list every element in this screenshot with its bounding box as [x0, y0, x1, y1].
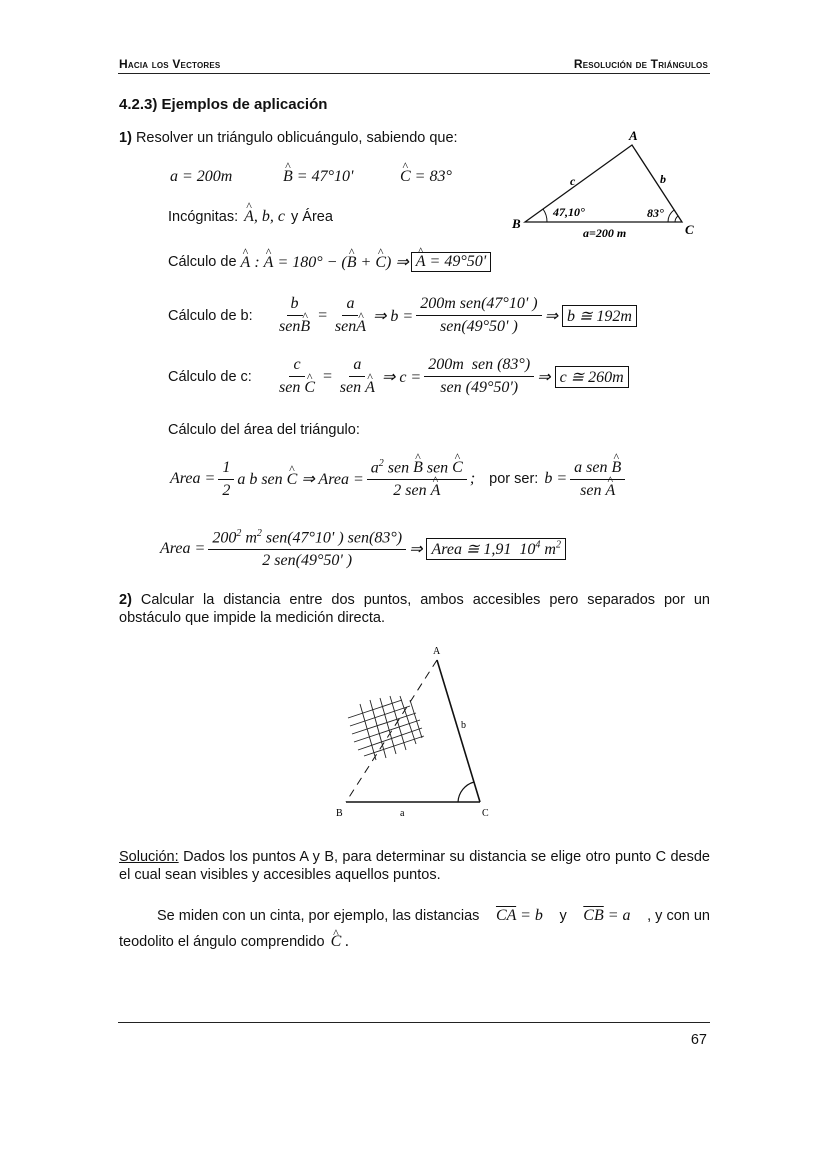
section-title: 4.2.3) Ejemplos de aplicación: [119, 96, 328, 113]
unknowns-vars: ^ A, b, c: [244, 208, 285, 226]
measure-text-3: teodolito el ángulo comprendido: [119, 934, 325, 950]
angle-B-arc: [543, 209, 547, 222]
area-formula-line: [170, 458, 628, 500]
obstacle-hatch: [348, 696, 424, 760]
calc-b-label: Cálculo de b:: [168, 307, 253, 324]
fig2-vertex-C: C: [482, 808, 489, 819]
side-AB-dashed: [346, 660, 437, 802]
side-AC: [437, 660, 480, 802]
unknowns-label: Incógnitas:: [168, 209, 239, 225]
area-formula: Area = $\frac{1}{2}$ a b sen ^ C ⇒ Area = $\frac{a^2 sen \^{} B sen \^{} C}{\text{2 sen \textasciicircum{} A}}$ ;: [170, 458, 483, 500]
example1-text: Resolver un triángulo oblicuángulo, sabiendo que:: [135, 130, 458, 146]
calc-b-formula: $\frac{b}{\text{sen\textasciicircum{} B}}$ = $\frac{a}{\text{sen\textasciicircum{} A}}$ ⇒ b = $\frac{\text{200m sen(47°10' )}}{\text{sen(49°50' )}}$ ⇒: [272, 295, 558, 336]
fig1-side-b: b: [660, 172, 666, 186]
fig1-vertex-C: C: [685, 222, 694, 237]
calc-A-label: Cálculo de: [168, 254, 241, 270]
measure-angle: ^ C .: [331, 929, 350, 955]
measure-CA: $\overline{CA} = b$: [495, 907, 543, 924]
fig2-side-a: a: [400, 808, 405, 819]
fig2-vertex-A: A: [433, 646, 441, 657]
calc-c-line: [168, 356, 629, 397]
measure-paragraph: [119, 903, 710, 955]
fig1-angle-B-label: 47,10°: [553, 205, 585, 219]
fig1-angle-C-label: 83°: [647, 206, 664, 220]
footer-rule: [118, 1022, 710, 1023]
solution-paragraph: [119, 848, 710, 884]
given-B: ^ B = 47°10': [283, 168, 353, 186]
measure-text-1: Se miden con un cinta, por ejemplo, las distancias: [157, 908, 480, 924]
triangle-figure-2: [330, 640, 500, 825]
triangle-figure-1: [505, 128, 705, 243]
fig1-vertex-B: B: [512, 216, 521, 231]
running-header-right: Resolución de Triángulos: [573, 57, 708, 71]
calc-b-line: [168, 295, 637, 336]
measure-text-2: , y con un: [647, 908, 710, 924]
area-result-box: Area ≅ 1,91 $10^4$ $m^2$: [426, 538, 565, 560]
unknowns-rest: y Área: [291, 209, 333, 225]
fig1-side-c: c: [570, 174, 576, 188]
header-rule: [118, 73, 710, 74]
calc-A-line: [168, 252, 491, 272]
running-header-left: Hacia los Vectores: [119, 57, 221, 71]
given-C: ^ C = 83°: [400, 168, 452, 186]
calc-c-result-box: c ≅ 260m: [555, 366, 629, 388]
example2-statement: [119, 591, 710, 627]
angle-C-arc-inner: [675, 216, 678, 222]
fig1-vertex-A: A: [629, 128, 638, 143]
calc-c-label: Cálculo de c:: [168, 368, 252, 385]
measure-line-2: [119, 929, 710, 955]
page-number: 67: [690, 1032, 707, 1048]
example1-statement: [119, 130, 458, 146]
area-label: Cálculo del área del triángulo:: [168, 422, 360, 438]
fig2-vertex-B: B: [336, 808, 343, 819]
calc-c-formula: $\frac{c}{\text{sen \textasciicircum{} C}}$ = $\frac{a}{\text{sen \textasciicircum{} A}}$ ⇒ c = $\frac{\text{200m sen (83°)}}{\text{sen (49°50')}}$ ⇒: [272, 356, 551, 397]
fig1-side-a: a=200 m: [583, 226, 627, 240]
fig2-side-b: b: [461, 720, 466, 731]
angle-C-arc: [668, 210, 674, 222]
measure-line-1: [119, 903, 710, 929]
unknowns-line: [168, 208, 333, 226]
calc-A-result-box: ^ A = 49°50': [411, 252, 491, 272]
solution-text: Dados los puntos A y B, para determinar su distancia se elige otro punto C desde el cual sean visibles y accesibles aquellos puntos.: [119, 849, 711, 883]
calc-A-expr: ^ A : ^ A = 180° − (^ B + ^ C) ⇒: [241, 252, 409, 272]
measure-CB: $\overline{CB} = a$: [583, 907, 631, 924]
example2-text: Calcular la distancia entre dos puntos, ambos accesibles pero separados por un obstáculo que impide la medición directa.: [119, 592, 710, 626]
calc-b-result-box: b ≅ 192m: [562, 305, 637, 327]
measure-y: y: [559, 908, 567, 924]
example1-number: 1): [119, 130, 132, 146]
angle-C-arc-2: [458, 782, 474, 802]
example2-number: 2): [119, 592, 132, 608]
area-numeric-formula: Area = $\frac{200^2 m^2 sen(47^\circ 10' ) sen(83^\circ)}{\text{2 sen(49°50' )}}$ ⇒: [160, 528, 423, 570]
given-a: a = 200m: [170, 168, 233, 185]
area-numeric-line: [160, 528, 566, 570]
b-expression: b = $\frac{\text{a sen \textasciicircum{} B}}{\text{sen \textasciicircum{} A}}$: [544, 459, 628, 500]
solution-label: Solución:: [119, 849, 179, 865]
por-ser: por ser:: [489, 471, 539, 488]
